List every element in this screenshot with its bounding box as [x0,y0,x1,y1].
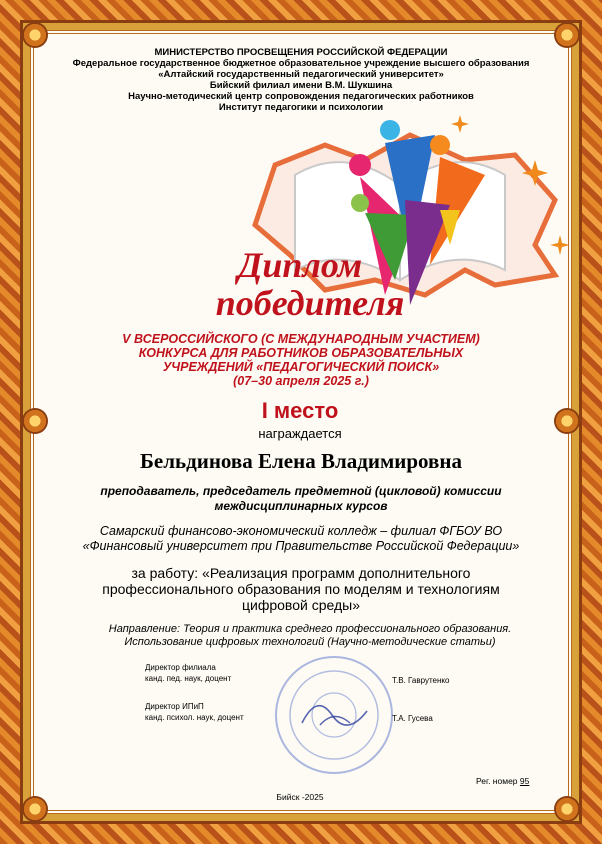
footer-city-year: Бийск -2025 [276,792,324,802]
header-line: Научно-методический центр сопровождения педагогических работников [128,91,474,102]
organization-line: «Финансовый университет при Правительстве Российской Федерации» [82,539,520,553]
place-label: I место [261,398,339,423]
corner-rose-icon [22,796,48,822]
direction-text [80,623,540,649]
work-line: за работу: «Реализация программ дополнительного [131,565,471,581]
position-line: междисциплинарных курсов [214,499,388,513]
contest-dates: (07–30 апреля 2025 г.) [233,374,369,388]
direction-line: Использование цифровых технологий (Научно-методические статьи) [124,636,496,648]
diploma-title [150,246,450,322]
registration-number [476,776,529,786]
signatory-block [145,701,244,723]
signatory-title: канд. психол. наук, доцент [145,713,244,722]
recipient-position [60,484,542,514]
corner-rose-icon [554,22,580,48]
reg-label: Рег. номер [476,776,518,786]
work-title [60,565,542,613]
header-line: Федеральное государственное бюджетное образовательное учреждение высшего образования [72,58,530,69]
corner-rose-icon [22,22,48,48]
recipient-name: Бельдинова Елена Владимировна [140,449,462,473]
signatory-block [145,662,231,684]
side-rose-icon [22,408,48,434]
position-line: преподаватель, председатель предметной (цикловой) комиссии [100,484,502,498]
header-line: Бийский филиал имени В.М. Шукшина [209,80,393,91]
signatory-name: Т.В. Гаврутенко [392,676,450,685]
work-line: цифровой среды» [242,597,360,613]
direction-line: Направление: Теория и практика среднего профессионального образования. [108,623,512,635]
side-rose-icon [554,408,580,434]
signatory-title: Директор филиала [145,663,216,672]
contest-line: V ВСЕРОССИЙСКОГО (С МЕЖДУНАРОДНЫМ УЧАСТИЕМ) [122,332,480,346]
title-line: победителя [215,283,405,323]
contest-line: УЧРЕЖДЕНИЙ «ПЕДАГОГИЧЕСКИЙ ПОИСК» [162,360,440,374]
corner-rose-icon [554,796,580,822]
contest-name [70,332,532,388]
organization-line: Самарский финансово-экономический колледж – филиал ФГБОУ ВО [99,524,503,538]
header-line: Институт педагогики и психологии [218,102,384,113]
awarded-label: награждается [258,426,342,441]
signatory-name: Т.А. Гусева [392,714,433,723]
recipient-organization [50,524,552,554]
official-seal-stamp [272,653,396,777]
reg-number: 95 [519,776,530,786]
issuer-header [40,47,562,113]
signatory-title: Директор ИПиП [145,702,204,711]
title-line: Диплом [237,245,363,285]
work-line: профессионального образования по моделям и технологиям [102,581,500,597]
header-line: МИНИСТЕРСТВО ПРОСВЕЩЕНИЯ РОССИЙСКОЙ ФЕДЕРАЦИИ [154,47,448,58]
header-line: «Алтайский государственный педагогический университет» [158,69,444,80]
signatory-title: канд. пед. наук, доцент [145,674,232,683]
contest-line: КОНКУРСА ДЛЯ РАБОТНИКОВ ОБРАЗОВАТЕЛЬНЫХ [138,346,464,360]
